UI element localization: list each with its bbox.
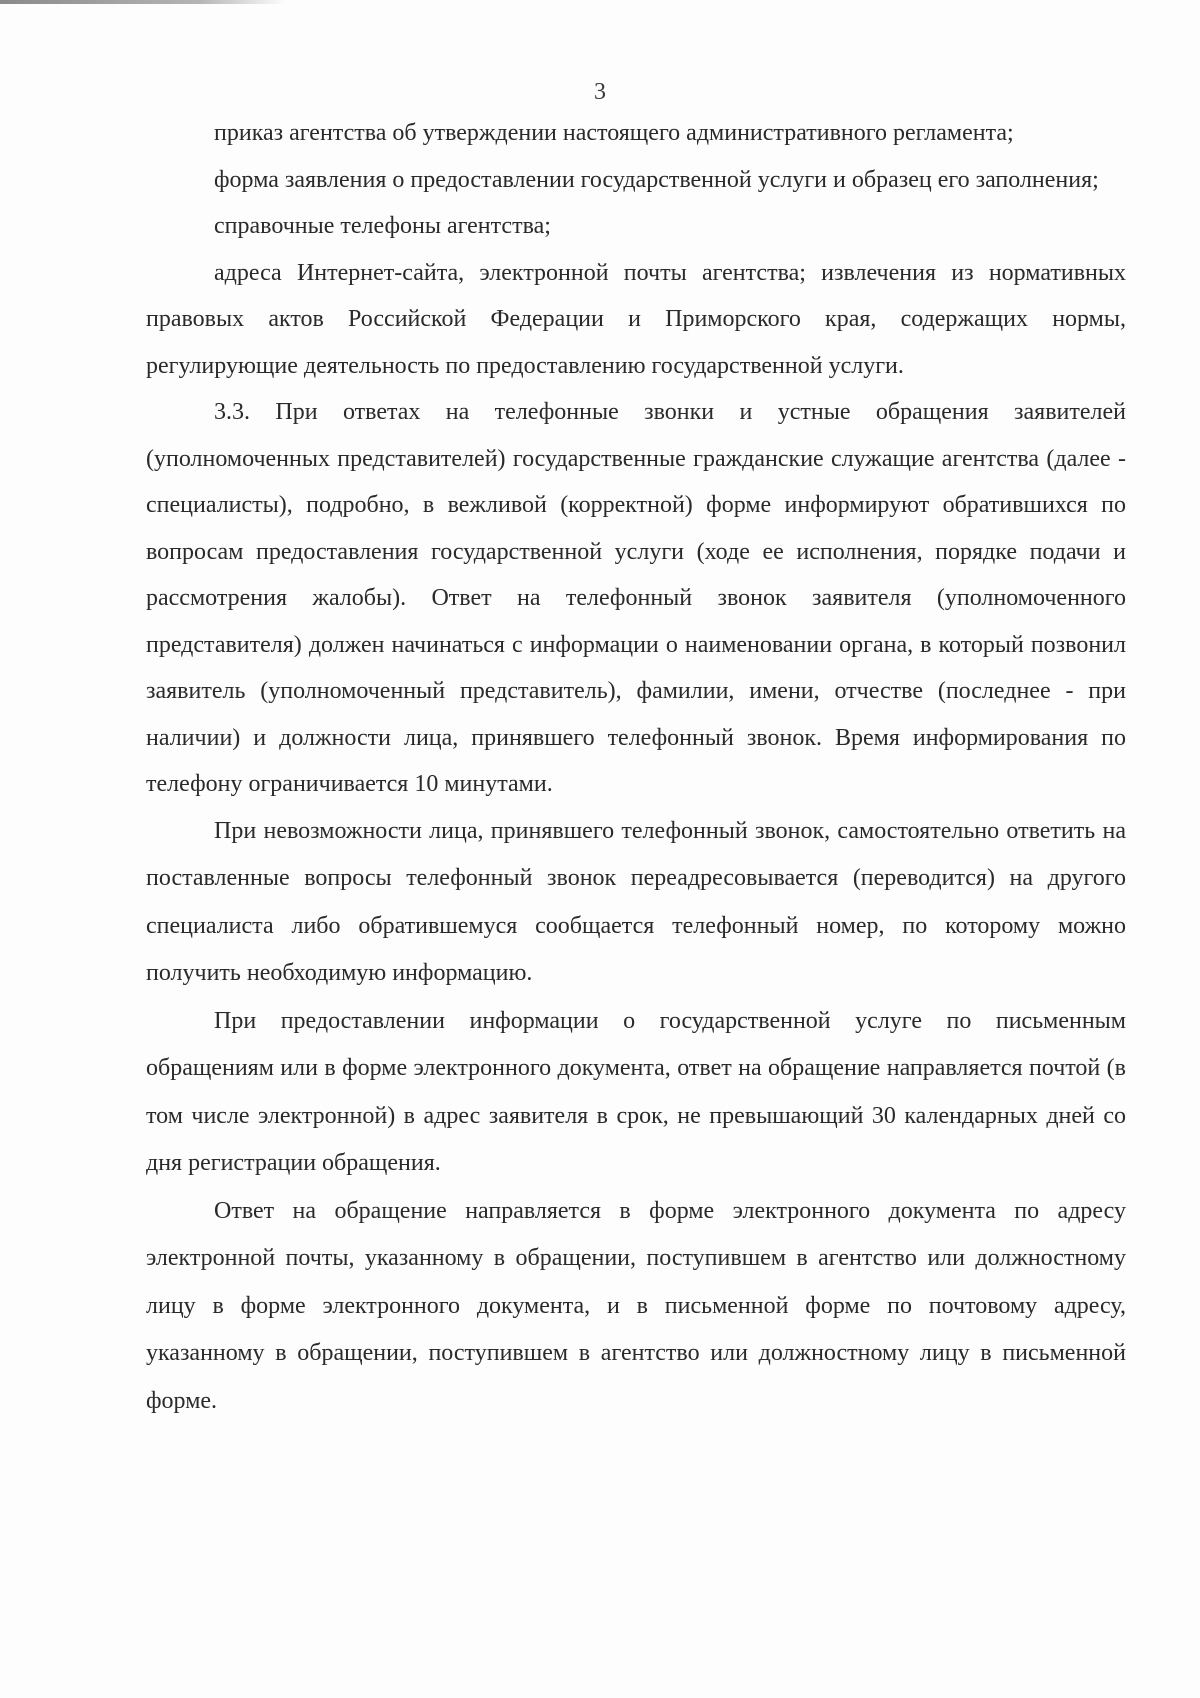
paragraph-3-3-phone-calls: 3.3. При ответах на телефонные звонки и устные обращения заявителей (уполномоченных представителей) государственные гражданские служащие агентства (далее - специалисты), подробно, в вежливой (корректной) форме информируют обратившихся по вопросам предоставления государственной услуги (ходе ее исполнения, порядке подачи и рассмотрения жалобы). Ответ на телефонный звонок заявителя (уполномоченного представителя) должен начинаться с информации о наименовании органа, в который позвонил заявитель (уполномоченный представитель), фамилии, имени, отчестве (последнее - при наличии) и должности лица, принявшего телефонный звонок. Время информирования по телефону ограничивается 10 минутами. xyxy=(146,399,1126,797)
document-body xyxy=(146,110,1126,1425)
paragraph-application-form: форма заявления о предоставлении государственной услуги и образец его заполнения; xyxy=(214,166,1099,193)
scan-edge-mark xyxy=(0,0,285,4)
paragraph-electronic-response: Ответ на обращение направляется в форме электронного документа по адресу электронной почты, указанному в обращении, поступившем в агентство или должностному лицу в форме электронного документа, и в письменной форме по почтовому адресу, указанному в обращении, поступившем в агентство или должностному лицу в письменной форме. xyxy=(146,1197,1126,1414)
page-number: 3 xyxy=(594,79,606,105)
paragraph-phones: справочные телефоны агентства; xyxy=(214,213,551,239)
paragraph-written-requests: При предоставлении информации о государственной услуге по письменным обращениям или в форме электронного документа, ответ на обращение направляется почтой (в том числе электронной) в адрес заявителя в срок, не превышающий 30 календарных дней со дня регистрации обращения. xyxy=(146,1007,1126,1176)
paragraph-call-redirect: При невозможности лица, принявшего телефонный звонок, самостоятельно ответить на поставленные вопросы телефонный звонок переадресовывается (переводится) на другого специалиста либо обратившемуся сообщается телефонный номер, по которому можно получить необходимую информацию. xyxy=(146,817,1126,986)
paragraph-addresses: адреса Интернет-сайта, электронной почты агентства; извлечения из нормативных правовых актов Российской Федерации и Приморского края, содержащих нормы, регулирующие деятельность по предоставлению государственной услуги. xyxy=(146,259,1126,379)
paragraph-order: приказ агентства об утверждении настоящего административного регламента; xyxy=(214,120,1014,146)
